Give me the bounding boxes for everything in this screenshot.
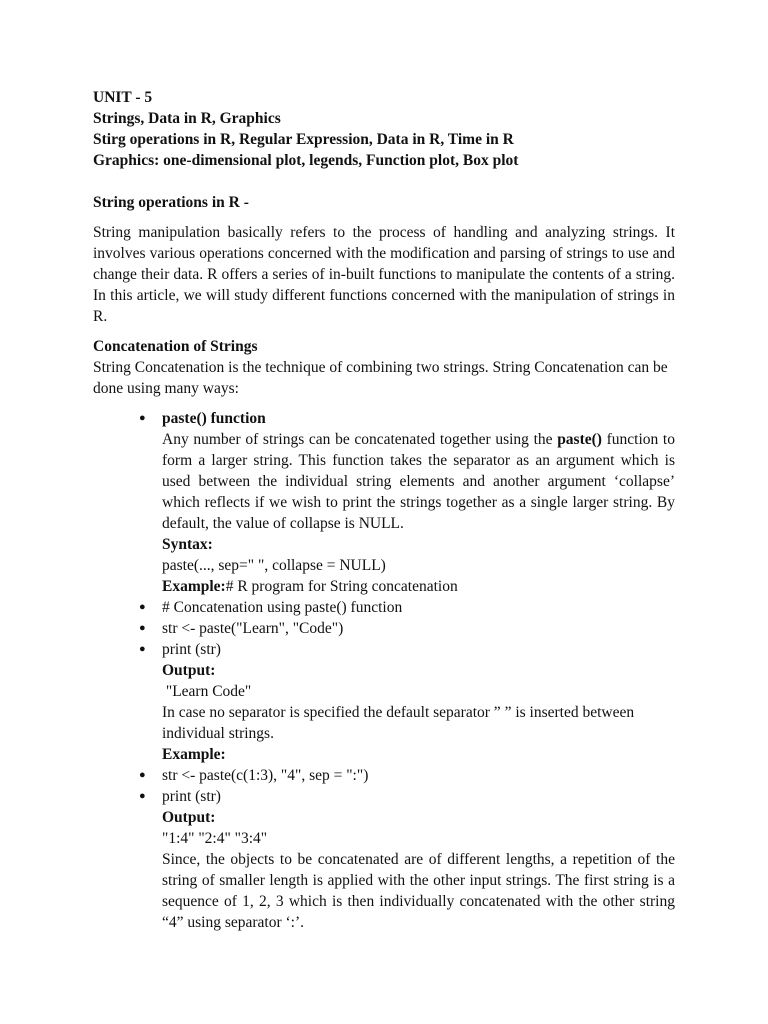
paste-desc-text: Any number of strings can be concatenated together using the [162,431,558,448]
paste-desc-text-2: function to form a larger string. This function takes the separator as an argument which is used between the individual string elements and another argument ‘collapse’ which reflects if we wish to print the strings together as a single larger string. By default, the value of collapse is NULL. [162,431,675,532]
code-line: str <- paste("Learn", "Code") [162,620,344,637]
example-comment: # R program for String concatenation [225,578,458,595]
list-item [93,597,675,618]
example2-label: Example: [162,746,226,763]
output2-value: "1:4" "2:4" "3:4" [162,830,268,847]
unit-topics: Stirg operations in R, Regular Expression, Data in R, Time in R [93,131,514,148]
list-item [93,786,675,807]
section-heading: String operations in R - [93,194,249,211]
list-item [93,618,675,639]
code-line: # Concatenation using paste() function [162,599,403,616]
code-line: str <- paste(c(1:3), "4", sep = ":") [162,767,369,784]
section-intro: String manipulation basically refers to the process of handling and analyzing strings. It involves various operations concerned with the modification and parsing of strings to use and change their data. R offers a series of in-built functions to manipulate the contents of a string. In this article, we will study different functions concerned with the manipulation of strings in R. [93,224,675,325]
bullet-icon: ● [139,622,146,634]
bullet-icon: ● [139,643,146,655]
concat-heading: Concatenation of Strings [93,338,258,355]
separator-note: In case no separator is specified the default separator ” ” is inserted between individual strings. [162,704,635,742]
output-value: "Learn Code" [162,683,252,700]
list-item [93,408,675,429]
output-label: Output: [162,662,216,679]
document-body [93,87,675,933]
list-item [93,765,675,786]
paste-desc-bold: paste() [557,431,602,448]
paste-description [93,429,675,534]
code-list-1 [93,597,675,660]
paste-list [93,408,675,429]
code-list-2 [93,765,675,807]
paste-heading: paste() function [162,410,266,427]
repetition-note: Since, the objects to be concatenated are of different lengths, a repetition of the string of smaller length is applied with the other input strings. The first string is a sequence of 1, 2, 3 which is then individually concatenated with the other string “4” using separator ‘:’. [162,851,675,931]
bullet-icon: ● [139,769,146,781]
list-item [93,639,675,660]
output2-label: Output: [162,809,216,826]
concat-description: String Concatenation is the technique of combining two strings. String Concatenation can be done using many ways: [93,359,668,397]
spacer [93,171,675,192]
unit-subtitle: Strings, Data in R, Graphics [93,110,281,127]
example-label: Example: [162,578,226,595]
code-line: print (str) [162,641,221,658]
bullet-icon: ● [139,601,146,613]
code-line: print (str) [162,788,221,805]
syntax-label: Syntax: [162,536,213,553]
unit-title: UNIT - 5 [93,89,153,106]
unit-graphics-topics: Graphics: one-dimensional plot, legends, Function plot, Box plot [93,152,519,169]
example-line [93,576,675,597]
bullet-icon: ● [139,790,146,802]
bullet-icon: ● [139,412,146,424]
syntax-code: paste(..., sep=" ", collapse = NULL) [162,557,386,574]
